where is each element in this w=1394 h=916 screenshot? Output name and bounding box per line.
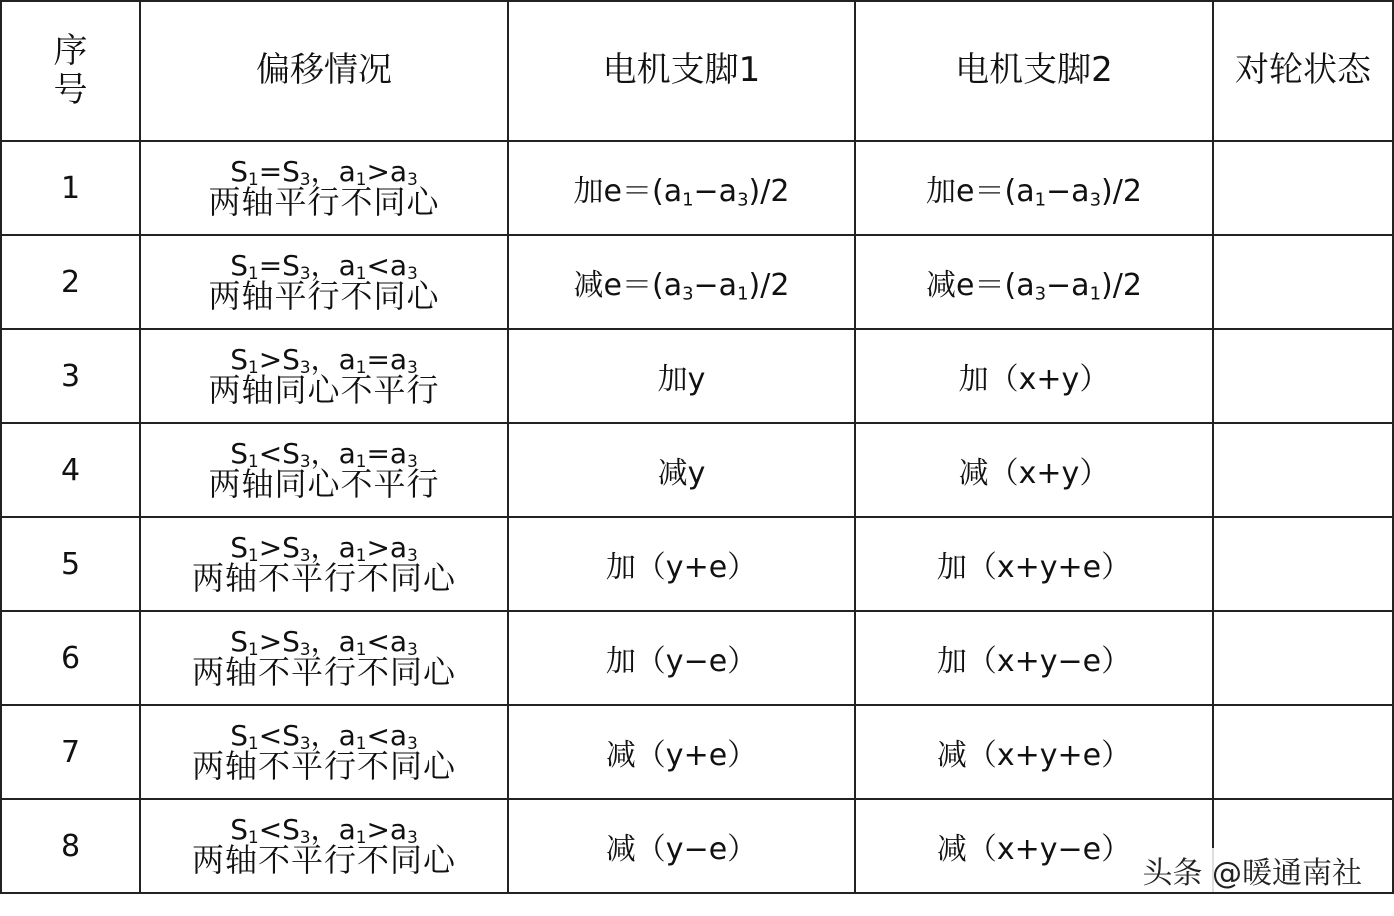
offset-description: 两轴平行不同心 (208, 182, 440, 221)
cell-state (1213, 517, 1393, 611)
offset-condition (141, 436, 507, 471)
cell-seq: 6 (1, 611, 140, 705)
cell-seq: 4 (1, 423, 140, 517)
cell-foot1 (508, 705, 855, 799)
cell-foot2 (855, 235, 1213, 329)
cell-foot1 (508, 799, 855, 893)
subscript: 1 (1089, 283, 1102, 305)
subscript: 1 (248, 356, 259, 377)
subscript: 1 (355, 168, 367, 189)
cell-foot2 (855, 329, 1213, 423)
formula-text: −a (693, 268, 738, 303)
formula-text: 减（x+y） (958, 456, 1110, 491)
formula-text: 减y (657, 456, 706, 491)
offset-condition (141, 812, 507, 847)
subscript: 3 (299, 262, 311, 283)
subscript: 1 (248, 168, 259, 189)
cell-seq: 5 (1, 517, 140, 611)
offset-description: 两轴平行不同心 (208, 276, 440, 315)
table-row (1, 141, 1393, 235)
offset-description: 两轴不平行不同心 (191, 558, 456, 597)
offset-description: 两轴同心不平行 (208, 464, 440, 503)
cell-seq: 1 (1, 141, 140, 235)
formula-text: 加（x+y） (958, 362, 1110, 397)
formula-text: >S (258, 530, 300, 564)
header-seq: 序号 (1, 1, 140, 141)
cell-offset (140, 329, 508, 423)
cell-seq: 8 (1, 799, 140, 893)
formula-text: ，a (310, 718, 356, 752)
formula-text: S (230, 812, 248, 846)
table-row (1, 611, 1393, 705)
subscript: 1 (248, 262, 259, 283)
formula-text: )/2 (1101, 174, 1142, 209)
formula-text: 减e＝(a (573, 268, 683, 303)
cell-foot1 (508, 611, 855, 705)
formula-text: ，a (310, 248, 356, 282)
formula-text: −a (693, 174, 738, 209)
subscript: 3 (1089, 189, 1102, 211)
subscript: 1 (737, 283, 749, 305)
subscript: 3 (299, 168, 311, 189)
formula-text: S (230, 436, 248, 470)
subscript: 3 (407, 544, 418, 565)
subscript: 1 (1034, 189, 1047, 211)
subscript: 1 (248, 544, 259, 565)
formula-text: <a (366, 624, 408, 658)
header-offset: 偏移情况 (140, 1, 508, 141)
cell-foot1 (508, 329, 855, 423)
offset-condition (141, 154, 507, 189)
formula-text: 加（x+y+e） (936, 550, 1132, 585)
formula-text: ，a (310, 812, 356, 846)
formula-text: >S (258, 342, 300, 376)
cell-state (1213, 611, 1393, 705)
subscript: 1 (355, 826, 367, 847)
formula-text: >a (366, 154, 408, 188)
formula-text: 加e＝(a (573, 174, 683, 209)
subscript: 3 (682, 283, 694, 305)
formula-text: −a (1046, 268, 1090, 303)
offset-description: 两轴不平行不同心 (191, 840, 456, 879)
formula-text: =S (258, 248, 300, 282)
cell-state (1213, 329, 1393, 423)
table-row (1, 423, 1393, 517)
formula-text: >S (258, 624, 300, 658)
offset-condition (141, 718, 507, 753)
subscript: 1 (248, 450, 259, 471)
formula-text: <a (366, 248, 408, 282)
cell-offset (140, 611, 508, 705)
cell-state (1213, 705, 1393, 799)
formula-text: S (230, 248, 248, 282)
subscript: 3 (407, 826, 418, 847)
formula-text: >a (366, 530, 408, 564)
subscript: 3 (299, 450, 311, 471)
cell-offset (140, 799, 508, 893)
formula-text: <S (258, 812, 300, 846)
formula-text: 加e＝(a (926, 174, 1035, 209)
formula-text: S (230, 342, 248, 376)
subscript: 3 (407, 732, 418, 753)
subscript: 3 (1034, 283, 1047, 305)
cell-foot2 (855, 611, 1213, 705)
formula-text: 加（y−e） (605, 644, 758, 679)
offset-description: 两轴同心不平行 (208, 370, 440, 409)
table-row (1, 235, 1393, 329)
formula-text: <S (258, 718, 300, 752)
formula-text: 加（x+y−e） (936, 644, 1132, 679)
subscript: 1 (682, 189, 694, 211)
cell-foot1 (508, 141, 855, 235)
formula-text: ，a (310, 624, 356, 658)
table-row (1, 705, 1393, 799)
subscript: 3 (299, 544, 311, 565)
header-row (1, 1, 1393, 141)
subscript: 1 (248, 638, 259, 659)
formula-text: =S (258, 154, 300, 188)
cell-seq: 2 (1, 235, 140, 329)
header-state: 对轮状态 (1213, 1, 1393, 141)
formula-text: ，a (310, 154, 356, 188)
offset-condition (141, 624, 507, 659)
subscript: 1 (248, 732, 259, 753)
watermark: 头条 @暖通南社 (1138, 848, 1366, 892)
subscript: 3 (299, 638, 311, 659)
subscript: 3 (407, 262, 418, 283)
formula-text: S (230, 718, 248, 752)
cell-offset (140, 517, 508, 611)
header-foot1: 电机支脚1 (508, 1, 855, 141)
cell-foot1 (508, 517, 855, 611)
cell-offset (140, 705, 508, 799)
formula-text: >a (366, 812, 408, 846)
subscript: 3 (737, 189, 749, 211)
subscript: 1 (355, 450, 367, 471)
formula-text: S (230, 154, 248, 188)
cell-foot1 (508, 423, 855, 517)
cell-foot1 (508, 235, 855, 329)
cell-seq: 7 (1, 705, 140, 799)
cell-state (1213, 423, 1393, 517)
subscript: 1 (355, 544, 367, 565)
cell-offset (140, 235, 508, 329)
subscript: 3 (407, 168, 418, 189)
subscript: 3 (299, 356, 311, 377)
cell-seq: 3 (1, 329, 140, 423)
formula-text: −a (1046, 174, 1090, 209)
cell-foot2 (855, 423, 1213, 517)
formula-text: =a (366, 342, 408, 376)
cell-state (1213, 235, 1393, 329)
cell-offset (140, 141, 508, 235)
formula-text: ，a (310, 436, 356, 470)
subscript: 3 (407, 450, 418, 471)
formula-text: S (230, 624, 248, 658)
offset-condition (141, 248, 507, 283)
offset-condition (141, 530, 507, 565)
offset-description: 两轴不平行不同心 (191, 746, 456, 785)
subscript: 1 (248, 826, 259, 847)
subscript: 1 (355, 262, 367, 283)
formula-text: <a (366, 718, 408, 752)
formula-text: )/2 (1101, 268, 1142, 303)
subscript: 3 (407, 356, 418, 377)
cell-foot2 (855, 141, 1213, 235)
subscript: 1 (355, 732, 367, 753)
formula-text: 减（y−e） (605, 832, 758, 867)
cell-state (1213, 141, 1393, 235)
subscript: 1 (355, 356, 367, 377)
header-foot2: 电机支脚2 (855, 1, 1213, 141)
offset-condition (141, 342, 507, 377)
formula-text: <S (258, 436, 300, 470)
cell-foot2 (855, 705, 1213, 799)
table-row (1, 517, 1393, 611)
formula-text: 减（x+y−e） (936, 832, 1132, 867)
table-body (1, 141, 1393, 893)
formula-text: =a (366, 436, 408, 470)
cell-foot2 (855, 517, 1213, 611)
subscript: 3 (299, 826, 311, 847)
subscript: 1 (355, 638, 367, 659)
formula-text: 加（y+e） (605, 550, 758, 585)
formula-text: 减e＝(a (926, 268, 1035, 303)
cell-offset (140, 423, 508, 517)
table-row (1, 329, 1393, 423)
formula-text: )/2 (748, 268, 790, 303)
formula-text: 加y (657, 362, 706, 397)
subscript: 3 (407, 638, 418, 659)
formula-text: ，a (310, 342, 356, 376)
formula-text: S (230, 530, 248, 564)
formula-text: 减（x+y+e） (936, 738, 1132, 773)
formula-text: ，a (310, 530, 356, 564)
formula-text: 减（y+e） (605, 738, 758, 773)
offset-description: 两轴不平行不同心 (191, 652, 456, 691)
subscript: 3 (299, 732, 311, 753)
formula-text: )/2 (748, 174, 790, 209)
